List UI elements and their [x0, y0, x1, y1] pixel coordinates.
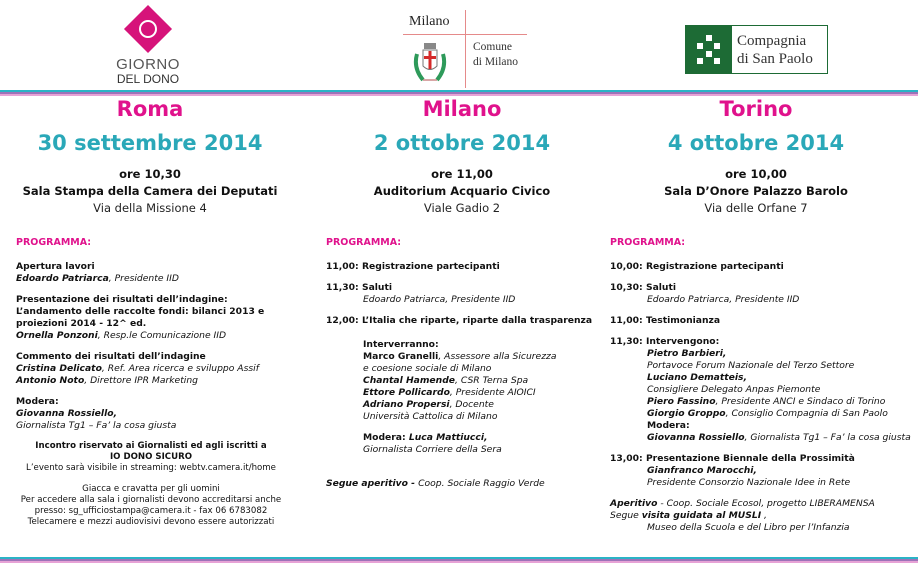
- roma-modera-label: Modera:: [16, 396, 59, 407]
- giorno-diamond-icon: [124, 5, 172, 53]
- speaker-role: , Direttore IPR Marketing: [84, 375, 199, 386]
- event-address: Viale Gadio 2: [423, 201, 501, 215]
- giorno-logo-line1: GIORNO: [116, 56, 180, 73]
- slot-time: 10,30:: [610, 282, 643, 293]
- programma-heading: PROGRAMMA:: [610, 237, 686, 248]
- city-title: Roma: [116, 97, 184, 121]
- visita-label: visita guidata al MUSLI: [641, 510, 762, 521]
- visita-pre: Segue: [610, 510, 642, 521]
- moderator-role: Giornalista Tg1 – Fa’ la cosa giusta: [16, 420, 177, 431]
- speaker-name: Marco Granelli: [363, 351, 439, 362]
- event-time: ore 10,00: [725, 167, 787, 181]
- speaker-role: , Consiglio Compagnia di San Paolo: [725, 408, 888, 419]
- milano-comune-line1: Comune: [473, 41, 512, 53]
- slot-label: Presentazione Biennale della Prossimità: [642, 453, 855, 464]
- slot-time: 13,00:: [610, 453, 643, 464]
- speaker-role: Portavoce Forum Nazionale del Terzo Settore: [647, 360, 855, 371]
- roma-note: L’evento sarà visibile in streaming: webtv.camera.it/home: [26, 463, 276, 473]
- slot-time: 11,00:: [326, 261, 359, 272]
- speaker-name: Chantal Hamende: [363, 375, 456, 386]
- speaker-name: Giorgio Groppo: [647, 408, 726, 419]
- speaker-role: , Presidente IID: [108, 273, 179, 284]
- speaker-role: , Docente: [449, 399, 494, 410]
- speaker-role: , Presidente IID: [445, 294, 516, 305]
- event-roma: [0, 96, 300, 217]
- modera-label: Modera:: [647, 420, 690, 431]
- event-address: Via della Missione 4: [93, 201, 207, 215]
- roma-note: Per accedere alla sala i giornalisti devono accreditarsi anche: [20, 495, 282, 505]
- moderator-role: , Giornalista Tg1 – Fa’ la cosa giusta: [744, 432, 911, 443]
- speaker-name: Edoardo Patriarca: [647, 294, 730, 305]
- slot-label: Intervengono:: [642, 336, 720, 347]
- aperitivo-label: Aperitivo: [610, 498, 658, 509]
- moderator-name: Luca Mattiucci,: [408, 432, 488, 443]
- programma-heading: PROGRAMMA:: [326, 237, 402, 248]
- event-venue: Sala D’Onore Palazzo Barolo: [664, 184, 848, 198]
- slot-label: Testimonianza: [642, 315, 721, 326]
- event-venue: Auditorium Acquario Civico: [373, 184, 551, 198]
- slot-time: 12,00:: [326, 315, 359, 326]
- slot-time: 11,00:: [610, 315, 643, 326]
- speaker-role: , CSR Terna Spa: [455, 375, 529, 386]
- event-venue: Sala Stampa della Camera dei Deputati: [22, 184, 278, 198]
- aperitivo-label: Segue aperitivo -: [326, 478, 419, 489]
- speaker-name: Gianfranco Marocchi,: [647, 465, 757, 476]
- modera-label: Modera:: [363, 432, 409, 443]
- roma-note: presso: sg_ufficiostampa@camera.it - fax 06 6783082: [34, 506, 268, 516]
- event-milano: [312, 96, 612, 217]
- milano-logo-vline: [465, 10, 466, 88]
- speaker-role: Presidente Consorzio Nazionale Idee in Rete: [647, 477, 851, 488]
- speaker-role: , Presidente ANCI e Sindaco di Torino: [715, 396, 886, 407]
- slot-label: Saluti: [642, 282, 676, 293]
- slot-time: 11,30:: [610, 336, 643, 347]
- speaker-role: , Ref. Area ricerca e sviluppo Assif: [101, 363, 259, 374]
- comune-di-milano-logo: [403, 10, 527, 88]
- san-paolo-line2: di San Paolo: [737, 51, 813, 67]
- event-date: 4 ottobre 2014: [667, 131, 845, 155]
- speaker-name: Antonio Noto: [16, 375, 85, 386]
- roma-presentazione-edition: proiezioni 2014 - 12^ ed.: [16, 318, 147, 329]
- milano-crest-icon: [411, 40, 449, 84]
- roma-presentazione-subtitle: L’andamento delle raccolte fondi: bilanci 2013 e: [16, 306, 265, 317]
- roma-commento: Commento dei risultati dell’indagine: [16, 351, 206, 362]
- moderator-name: Giovanna Rossiello: [647, 432, 745, 443]
- slot-time: 10,00:: [610, 261, 643, 272]
- moderator-name: Giovanna Rossiello,: [16, 408, 118, 419]
- san-paolo-squares-icon: [686, 26, 732, 73]
- header: [0, 0, 918, 90]
- giorno-logo-line2: DEL DONO: [116, 72, 180, 86]
- speaker-name: Pietro Barbieri,: [647, 348, 727, 359]
- slot-label: Registrazione partecipanti: [358, 261, 500, 272]
- speaker-role: , Assessore alla Sicurezza: [438, 351, 557, 362]
- speaker-role: Consigliere Delegato Anpas Piemonte: [647, 384, 821, 395]
- event-address: Via delle Orfane 7: [704, 201, 808, 215]
- event-torino: [606, 96, 906, 217]
- san-paolo-logo-text: [732, 26, 813, 73]
- event-date: 2 ottobre 2014: [373, 131, 551, 155]
- slot-label: L’Italia che riparte, riparte dalla trasparenza: [358, 315, 593, 326]
- aperitivo-org: Coop. Sociale Raggio Verde: [418, 478, 545, 489]
- speaker-name: Edoardo Patriarca: [363, 294, 446, 305]
- speaker-role-cont: Università Cattolica di Milano: [363, 411, 498, 422]
- event-date: 30 settembre 2014: [37, 131, 263, 155]
- programme-roma: [16, 237, 306, 528]
- speaker-role: , Presidente IID: [729, 294, 800, 305]
- visita-post: ,: [761, 510, 767, 521]
- speaker-name: Adriano Propersi: [363, 399, 450, 410]
- speaker-name: Ettore Pollicardo: [363, 387, 450, 398]
- speaker-role: , Resp.le Comunicazione IID: [97, 330, 227, 341]
- speaker-name: Edoardo Patriarca: [16, 273, 109, 284]
- speaker-name: Piero Fassino: [647, 396, 716, 407]
- speaker-role: , Presidente AIOICI: [449, 387, 536, 398]
- bottom-divider: [0, 557, 918, 563]
- milano-logo-word: Milano: [409, 14, 450, 29]
- san-paolo-line1: Compagnia: [737, 33, 807, 49]
- milano-comune-line2: di Milano: [473, 56, 519, 68]
- milano-logo-comune: [473, 40, 518, 70]
- city-title: Milano: [422, 97, 502, 121]
- event-time: ore 10,30: [119, 167, 181, 181]
- event-time: ore 11,00: [431, 167, 493, 181]
- slot-label: Saluti: [358, 282, 392, 293]
- roma-presentazione-title: Presentazione dei risultati dell’indagine:: [16, 294, 228, 305]
- speaker-name: Luciano Dematteis,: [647, 372, 747, 383]
- interverranno-label: Interverranno:: [363, 339, 439, 350]
- roma-note: Giacca e cravatta per gli uomini: [82, 484, 220, 494]
- speaker-name: Ornella Ponzoni: [16, 330, 98, 341]
- programma-heading: PROGRAMMA:: [16, 237, 92, 248]
- slot-time: 11,30:: [326, 282, 359, 293]
- speaker-role-cont: e coesione sociale di Milano: [363, 363, 492, 374]
- roma-apertura: Apertura lavori: [16, 261, 95, 272]
- moderator-role: Giornalista Corriere della Sera: [363, 444, 502, 455]
- compagnia-san-paolo-logo: [685, 25, 828, 74]
- roma-note: Telecamere e mezzi audiovisivi devono essere autorizzati: [27, 517, 275, 527]
- programme-torino: [610, 237, 915, 534]
- speaker-name: Cristina Delicato: [16, 363, 102, 374]
- city-title: Torino: [719, 97, 793, 121]
- programme-milano: [326, 237, 616, 490]
- slot-label: Registrazione partecipanti: [642, 261, 784, 272]
- roma-note: Incontro riservato ai Giornalisti ed agli iscritti a: [35, 441, 267, 451]
- giorno-del-dono-logo: [113, 8, 183, 85]
- museo-name: Museo della Scuola e del Libro per l’Infanzia: [647, 522, 850, 533]
- roma-notes: [16, 441, 286, 528]
- aperitivo-org: - Coop. Sociale Ecosol, progetto LIBERAMENSA: [657, 498, 875, 509]
- roma-note: IO DONO SICURO: [109, 452, 193, 462]
